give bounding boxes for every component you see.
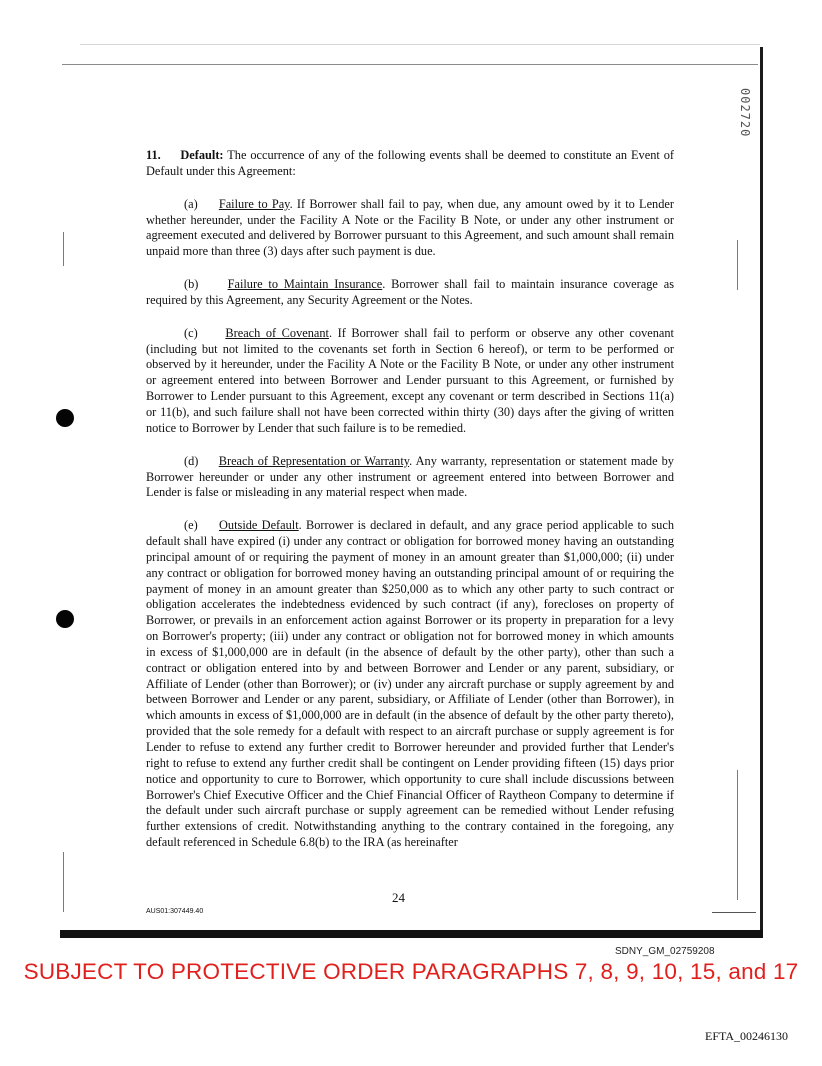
- section-intro-text: The occurrence of any of the following events shall be deemed to constitute an Event of Default under this Agreement:: [146, 148, 674, 178]
- clause-e: [146, 518, 674, 851]
- clause-label: (c): [184, 325, 198, 340]
- punch-hole-bottom: [56, 610, 74, 628]
- clause-text: . Any warranty, representation or statement made by Borrower hereunder or under any other instrument or agreement entered into between Borrower and Lender is false or misleading in any material respect when made.: [146, 453, 674, 500]
- clause-d: [146, 454, 674, 502]
- clause-text: . If Borrower shall fail to pay, when due, any amount owed by it to Lender whether hereunder, under the Facility A Note or the Facility B Note, or under any other instrument or agreement executed and delivered by Borrower pursuant to this Agreement, and such amount shall remain unpaid more than three (3) days after such payment is due.: [146, 196, 674, 259]
- section-heading: Default:: [180, 148, 224, 162]
- bates-side-stamp: 002720: [738, 88, 752, 138]
- clause-label: (a): [184, 196, 198, 211]
- section-11-intro: [146, 148, 674, 180]
- scan-margin-mark-right: [737, 770, 738, 900]
- section-number: 11.: [146, 148, 161, 162]
- clause-c: [146, 326, 674, 437]
- document-body: [146, 148, 674, 851]
- clause-label: (e): [184, 518, 198, 533]
- scan-artifact-bottom-right: [712, 912, 756, 913]
- protective-order-banner: SUBJECT TO PROTECTIVE ORDER PARAGRAPHS 7, 8, 9, 10, 15, and 17: [23, 959, 799, 984]
- efta-number: EFTA_00246130: [705, 1029, 789, 1043]
- clause-title: Breach of Covenant: [225, 325, 329, 340]
- document-id: AUS01:307449.40: [146, 908, 204, 915]
- scan-margin-mark-right: [737, 240, 738, 290]
- scan-margin-mark-left: [63, 232, 64, 266]
- clause-title: Outside Default: [219, 518, 299, 533]
- punch-hole-top: [56, 409, 74, 427]
- clause-title: Failure to Pay: [218, 196, 290, 211]
- clause-text: . Borrower is declared in default, and any grace period applicable to such default shall have expired (i) under any contract or obligation for borrowed money having an outstanding principal amount of or requiring the payment of money in an amount greater than $1,000,000; (ii) under any contract or obligation for borrowed money having an outstanding principal amount of or requiring the payment of money in an amount greater than $250,000 as to which any other party to such contract or obligation accelerates the indebtedness evidenced by such contract (if any), forecloses on property of Borrower, or prevails in an enforcement action against Borrower or its property in preparation for a levy on Borrower's property; (iii) under any contract or obligation not for borrowed money in which amounts in excess of $1,000,000 are in default (in the absence of default by the other party), other than such a contract or obligation entered into by and between Borrower and Lender or any parent, subsidiary, or Affiliate of Lender (other than Borrower); or (iv) under any aircraft purchase or supply agreement by and between Borrower and Lender or any parent, subsidiary, or Affiliate of Lender (other than Borrower), in which amounts in excess of $1,000,000 are in default (in the absence of default by the other party thereto), provided that the sole remedy for a default with respect to an aircraft purchase or supply agreement is for Lender to refuse to extend any further credit to Borrower hereunder and provided further that Lender's right to refuse to extend any further credit shall be contingent on Lender providing fifteen (15) days prior notice and opportunity to cure to Borrower, which opportunity to cure shall include discussions between Borrower's Chief Executive Officer and the Chief Financial Officer of Raytheon Company to determine if the default under such aircraft purchase or supply agreement can be remedied without Lender refusing further extensions of credit. Notwithstanding anything to the contrary contained in the foregoing, any default referenced in Schedule 6.8(b) to the IRA (as hereinafter: [146, 518, 674, 850]
- clause-text: . If Borrower shall fail to perform or observe any other covenant (including but not limited to the covenants set forth in Section 6 hereof), or term to be performed or observed by it hereunder, under the Facility A Note or the Facility B Note, or under any other instrument or agreement entered into between Borrower and Lender pursuant to this Agreement, or furnished by Borrower to Lender pursuant to this Agreement, except any covenant or term described in Sections 11(a) or 11(b), and such failure shall not have been corrected within thirty (30) days after the giving of written notice to Borrower by Lender that such failure is to be remedied.: [146, 325, 674, 435]
- scan-border-right: [760, 47, 763, 933]
- scan-artifact-top-faint: [80, 44, 760, 45]
- clause-a: [146, 197, 674, 260]
- clause-label: (d): [184, 453, 199, 468]
- scan-margin-mark-left: [63, 852, 64, 912]
- clause-text: . Borrower shall fail to maintain insurance coverage as required by this Agreement, any Security Agreement or the Notes.: [146, 277, 674, 307]
- page-number: 24: [392, 890, 405, 905]
- clause-title: Failure to Maintain Insurance: [227, 277, 383, 292]
- scan-border-top: [62, 64, 758, 65]
- sdny-bates-number: SDNY_GM_02759208: [615, 946, 715, 957]
- scan-border-bottom: [60, 930, 763, 938]
- clause-title: Breach of Representation or Warranty: [218, 453, 410, 468]
- clause-b: [146, 277, 674, 309]
- clause-label: (b): [184, 277, 199, 292]
